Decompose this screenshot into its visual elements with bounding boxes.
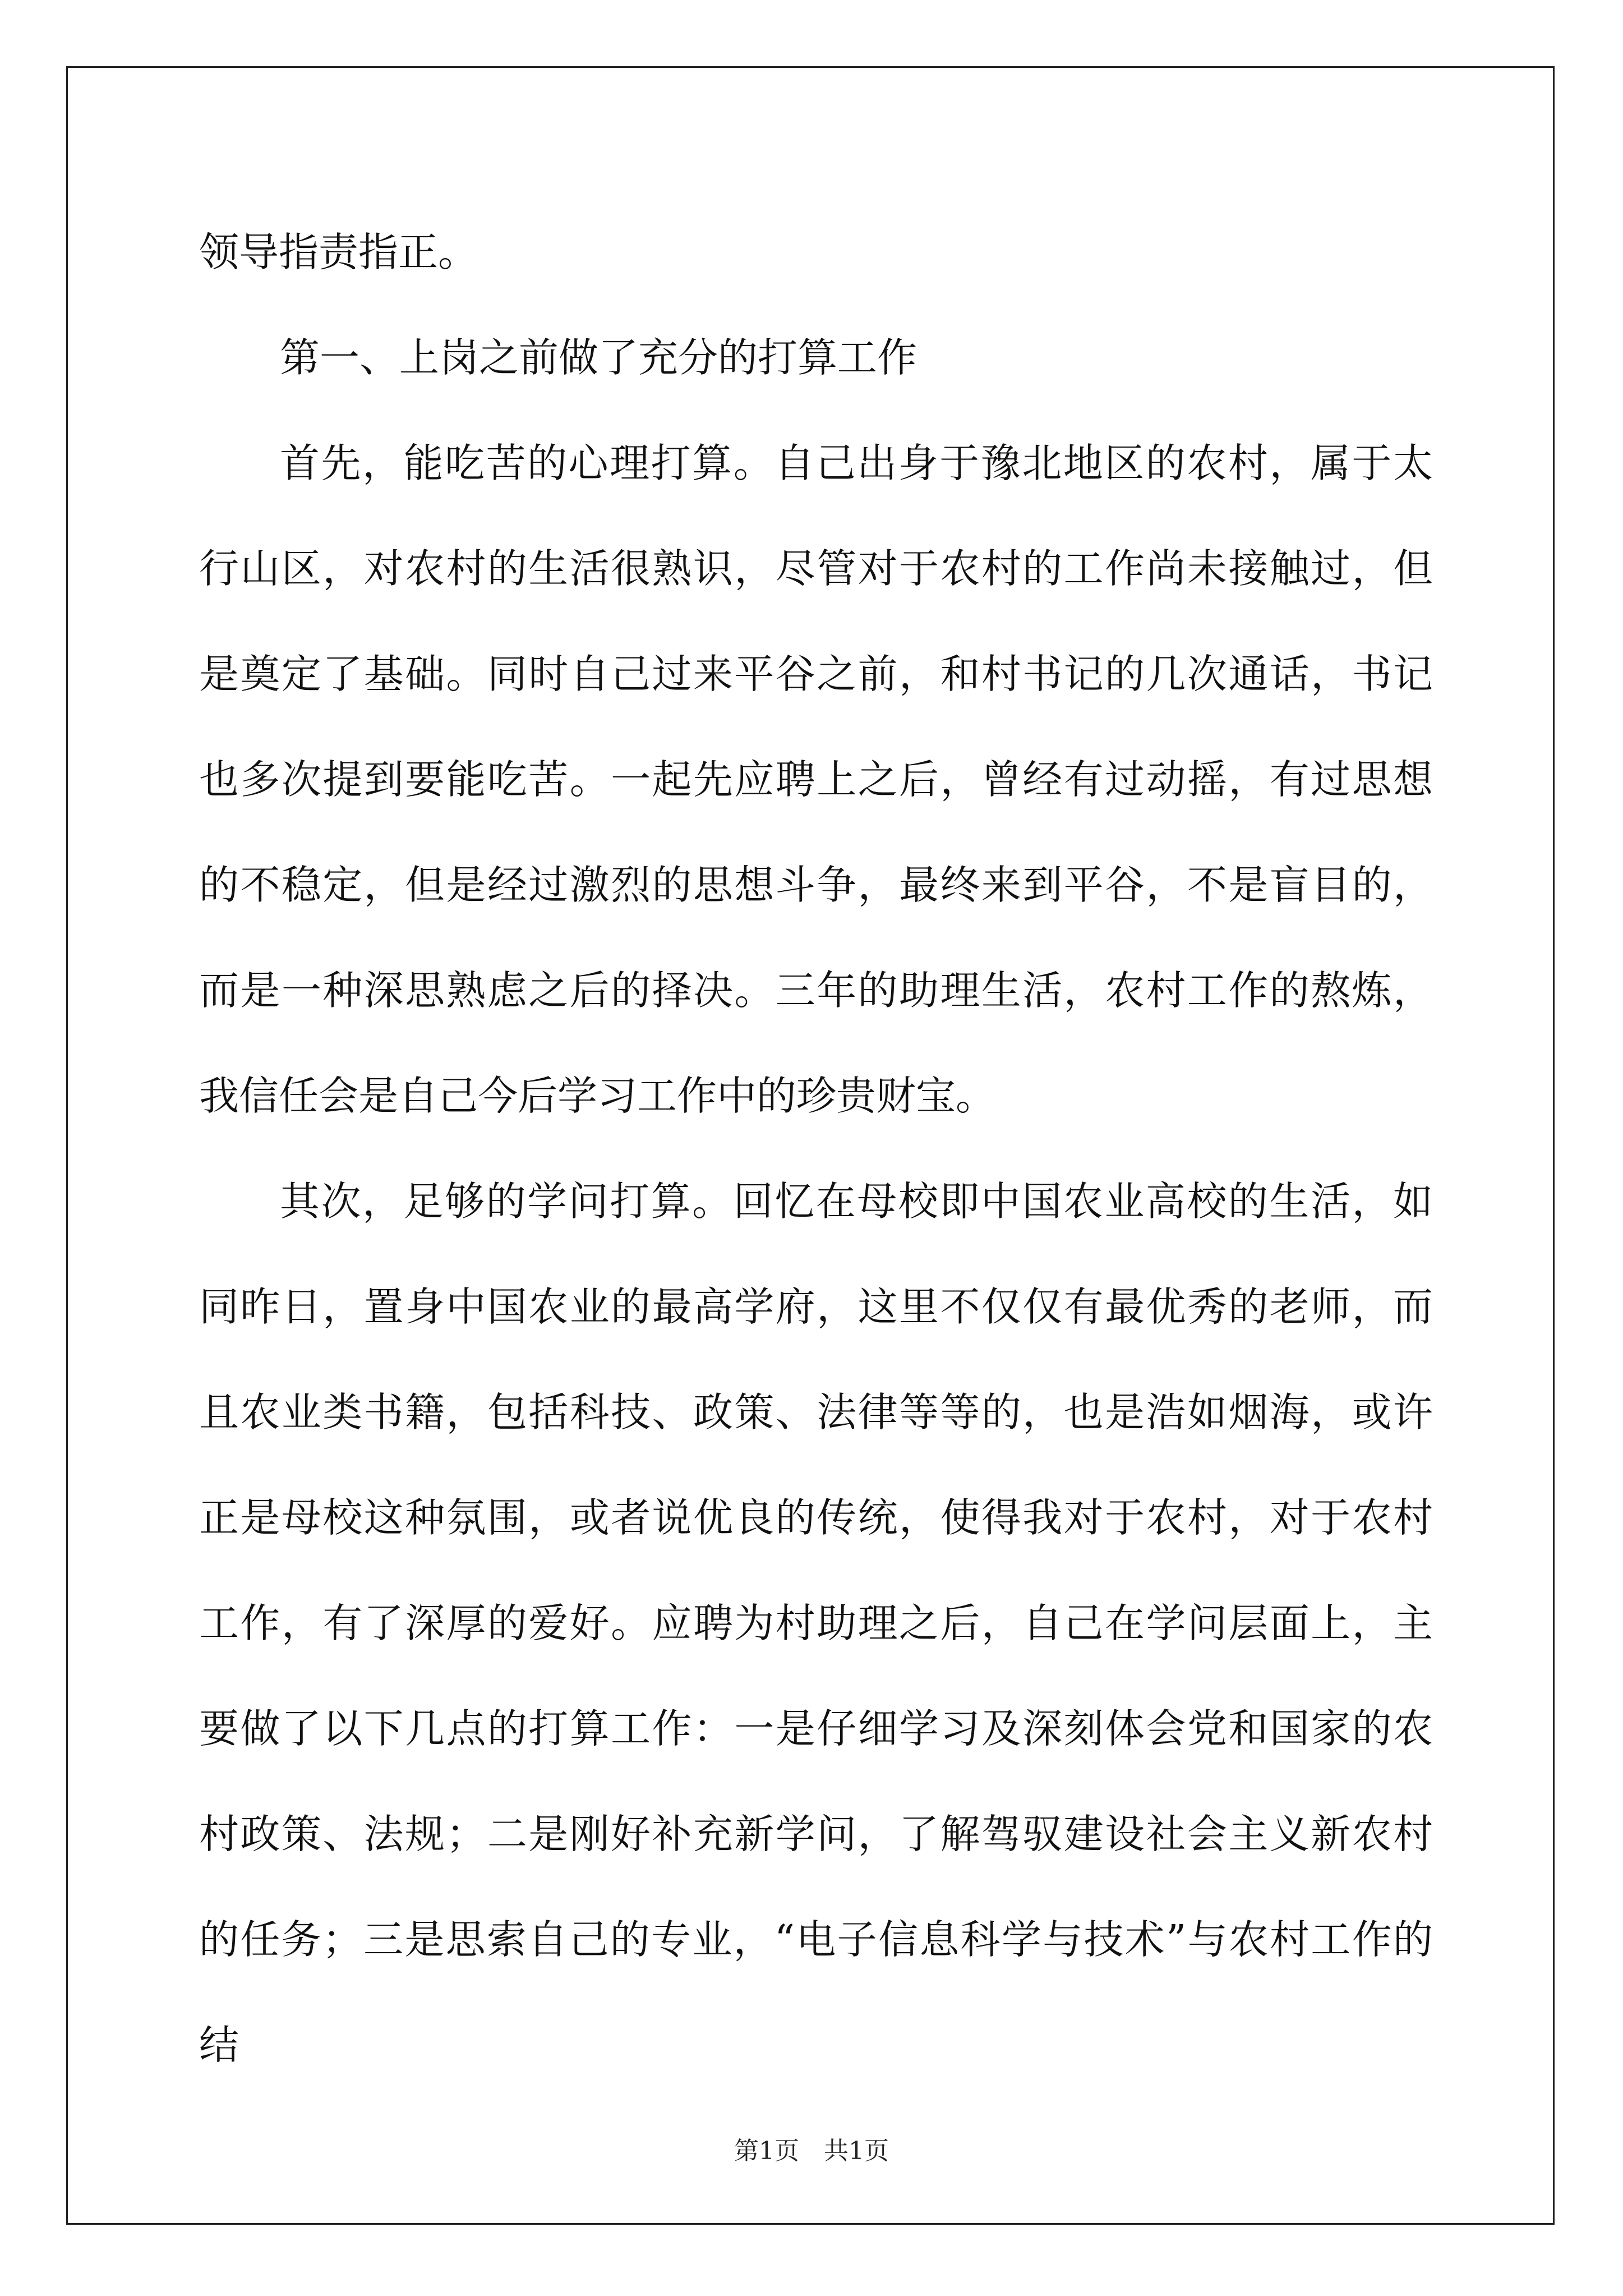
document-body [199,213,1433,2098]
paragraph-4: 其次，足够的学问打算。回忆在母校即中国农业高校的生活，如同昨日，置身中国农业的最高学府，这里不仅仅有最优秀的老师，而且农业类书籍，包括科技、政策、法律等等的，也是浩如烟海，或许正是母校这种氛围，或者说优良的传统，使得我对于农村，对于农村工作，有了深厚的爱好。应聘为村助理之后，自己在学问层面上，主要做了以下几点的打算工作：一是仔细学习及深刻体会党和国家的农村政策、法规；二是刚好补充新学问，了解驾驭建设社会主义新农村的任务；三是思索自己的专业，“电子信息科学与技术”与农村工作的结 [199,1178,1433,2068]
paragraph-1: 领导指责指正。 [199,229,478,275]
paragraph-3: 首先，能吃苦的心理打算。自己出身于豫北地区的农村，属于太行山区，对农村的生活很熟识，尽管对于农村的工作尚未接触过，但是奠定了基础。同时自己过来平谷之前，和村书记的几次通话，书记也多次提到要能吃苦。一起先应聘上之后，曾经有过动摇，有过思想的不稳定，但是经过激烈的思想斗争，最终来到平谷，不是盲目的，而是一种深思熟虑之后的择决。三年的助理生活，农村工作的熬炼，我信任会是自己今后学习工作中的珍贵财宝。 [199,440,1433,1119]
paragraph-2-heading: 第一、上岗之前做了充分的打算工作 [280,334,917,381]
page-footer: 第1页 共1页 [734,2137,889,2165]
